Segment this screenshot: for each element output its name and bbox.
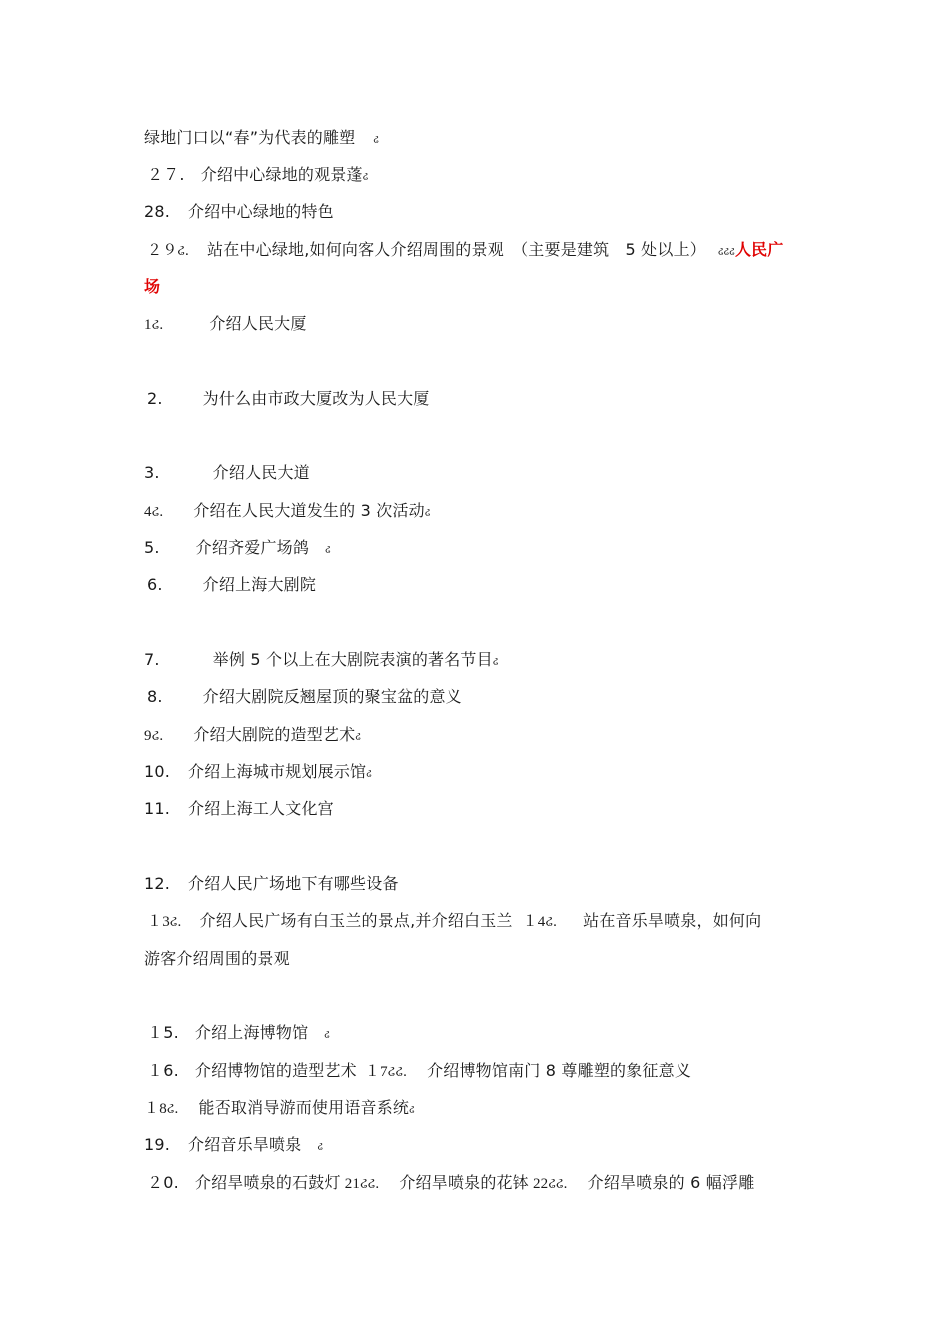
item-text: 介绍在人民大道发生的 3 次活动: [193, 501, 425, 520]
item-text: 介绍博物馆南门 8 尊雕塑的象征意义: [427, 1061, 692, 1080]
item-number: 4ઢ.: [144, 504, 164, 520]
list-item: [144, 1173, 824, 1194]
para-mark: ઢ: [317, 1140, 324, 1153]
item-number: 9ઢ.: [144, 728, 164, 744]
line-text: 绿地门口以“春”为代表的雕塑: [144, 128, 356, 147]
para-mark: ઢ: [324, 1028, 330, 1041]
item-number: 11.: [144, 799, 171, 818]
item-number: ２９ઢ.: [147, 243, 190, 259]
item-text: 介绍旱喷泉的 6 幅浮雕: [587, 1173, 755, 1192]
item-text: 介绍大剧院的造型艺术: [193, 725, 356, 744]
item-text: 举例 5 个以上在大剧院表演的著名节目: [212, 650, 493, 669]
para-mark: ઢ: [362, 170, 369, 183]
item-number: 6.: [147, 575, 163, 594]
list-item: [144, 1023, 824, 1045]
item-text: 介绍中心绿地的观景蓬: [200, 165, 363, 184]
list-item: [144, 687, 824, 707]
heading-continuation: [144, 277, 824, 297]
text-line: [144, 949, 824, 969]
item-text: 介绍人民广场有白玉兰的景点,并介绍白玉兰: [199, 911, 513, 930]
list-item: [144, 389, 824, 409]
list-item: [144, 575, 824, 595]
list-item: [144, 1061, 824, 1082]
item-text: 介绍人民大道: [212, 463, 310, 482]
section-heading: 人民广: [734, 240, 784, 259]
item-number: ２７.: [147, 165, 185, 184]
item-text: 站在中心绿地,如何向客人介绍周围的景观 （主要是建筑 5 处以上）: [207, 240, 706, 259]
list-item: [144, 1098, 824, 1120]
para-mark: ઢ: [409, 1103, 415, 1116]
section-heading: 场: [144, 277, 161, 296]
item-number: 19.: [144, 1135, 171, 1154]
list-item: [144, 165, 824, 187]
item-text: 能否取消导游而使用语音系统: [198, 1098, 410, 1117]
list-item: [144, 501, 824, 523]
item-text: 介绍旱喷泉的石鼓灯: [194, 1173, 341, 1192]
list-item: [144, 725, 824, 747]
item-text: 介绍上海博物馆: [194, 1023, 309, 1042]
para-mark: ઢઢઢ: [717, 245, 735, 258]
para-mark: ઢ: [373, 133, 380, 146]
item-text: 介绍人民大厦: [209, 314, 307, 333]
text-line: [144, 128, 824, 150]
item-text: 介绍旱喷泉的花钵: [399, 1173, 529, 1192]
para-mark: ઢ: [325, 543, 331, 556]
item-number: １4ઢ.: [522, 914, 558, 930]
item-number: 22ઢઢ.: [532, 1176, 568, 1192]
item-text: 介绍大剧院反翘屋顶的聚宝盆的意义: [202, 687, 462, 706]
item-text: 介绍人民广场地下有哪些设备: [188, 874, 399, 893]
item-number: 2.: [147, 389, 163, 408]
item-number: ２0.: [147, 1173, 179, 1192]
para-mark: ઢ: [355, 730, 361, 743]
para-mark: ઢ: [424, 506, 431, 519]
list-item: [144, 762, 824, 784]
item-text: 介绍上海工人文化宫: [188, 799, 334, 818]
item-text: 介绍上海大剧院: [202, 575, 317, 594]
list-item: [144, 240, 824, 262]
item-number: １5.: [147, 1023, 179, 1042]
item-number: １7ઢઢ.: [364, 1064, 408, 1080]
item-number: 8.: [147, 687, 163, 706]
item-number: 7.: [144, 650, 160, 669]
list-item: [144, 1135, 824, 1157]
para-mark: ઢ: [366, 767, 372, 780]
line-text: 游客介绍周围的景观: [144, 949, 290, 968]
item-number: 1ઢ.: [144, 317, 164, 333]
list-item: [144, 202, 824, 222]
item-text: 介绍上海城市规划展示馆: [188, 762, 367, 781]
item-number: １8ઢ.: [144, 1101, 179, 1117]
item-text: 为什么由市政大厦改为人民大厦: [202, 389, 430, 408]
list-item: [144, 799, 824, 819]
item-number: 12.: [144, 874, 171, 893]
para-mark: ઢ: [492, 655, 499, 668]
item-number: 10.: [144, 762, 171, 781]
item-number: 3.: [144, 463, 160, 482]
list-item: [144, 538, 824, 560]
item-number: 5.: [144, 538, 160, 557]
item-number: 28.: [144, 202, 171, 221]
item-text: 介绍音乐旱喷泉: [188, 1135, 302, 1154]
item-text: 介绍博物馆的造型艺术: [194, 1061, 357, 1080]
item-text: 介绍齐爱广场鸽: [195, 538, 310, 557]
item-number: １6.: [147, 1061, 179, 1080]
list-item: [144, 874, 824, 894]
item-number: １3ઢ.: [147, 914, 182, 930]
list-item: [144, 911, 824, 932]
list-item: [144, 650, 824, 672]
item-text: 介绍中心绿地的特色: [188, 202, 334, 221]
list-item: [144, 314, 824, 335]
item-number: 21ઢઢ.: [344, 1176, 380, 1192]
list-item: [144, 463, 824, 483]
item-text: 站在音乐旱喷泉，如何向: [583, 911, 762, 930]
